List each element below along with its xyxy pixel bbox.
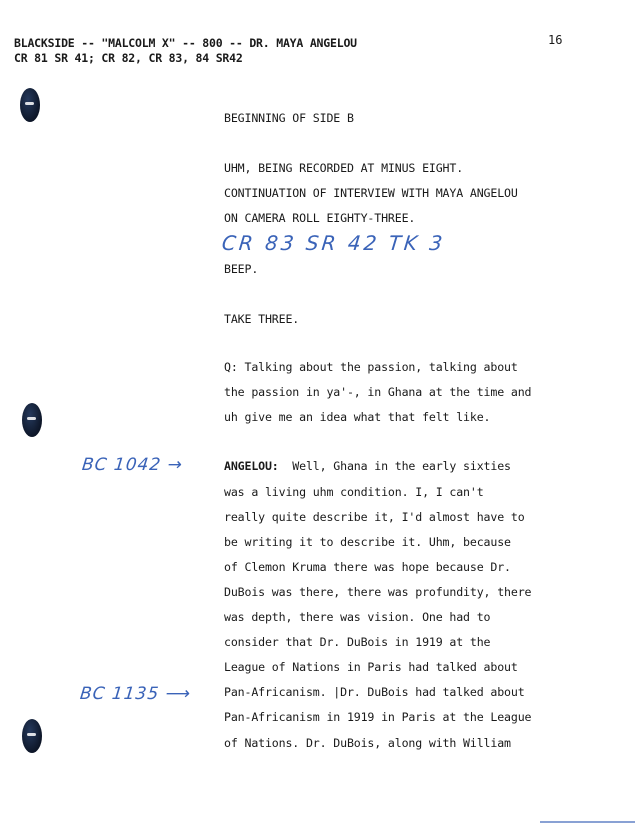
answer-line: League of Nations in Paris had talked about bbox=[224, 660, 518, 674]
question-line: the passion in ya'-, in Ghana at the time and bbox=[224, 385, 532, 399]
answer-line: Pan-Africanism. |Dr. DuBois had talked about bbox=[224, 685, 525, 699]
handwritten-roll-note: CR 83 SR 42 TK 3 bbox=[220, 231, 447, 255]
binder-hole-top bbox=[20, 88, 40, 122]
question-line: uh give me an idea what that felt like. bbox=[224, 410, 491, 424]
question-line: Q: Talking about the passion, talking about bbox=[224, 360, 518, 374]
answer-line: of Clemon Kruma there was hope because Dr. bbox=[224, 560, 511, 574]
beep-note: BEEP. bbox=[224, 262, 259, 276]
answer-line: really quite describe it, I'd almost have to bbox=[224, 510, 525, 524]
take-note: TAKE THREE. bbox=[224, 312, 300, 326]
binder-hole-bottom bbox=[22, 719, 42, 753]
page-number: 16 bbox=[548, 33, 563, 47]
answer-text: Well, Ghana in the early sixties bbox=[278, 459, 511, 473]
answer-first-line bbox=[224, 459, 511, 473]
header-rolls: CR 81 SR 41; CR 82, CR 83, 84 SR42 bbox=[14, 51, 243, 65]
answer-line: consider that Dr. DuBois in 1919 at the bbox=[224, 635, 491, 649]
handwritten-bc-note-1: BC 1042 → bbox=[80, 455, 184, 475]
handwritten-bc-note-2: BC 1135 ⟶ bbox=[78, 684, 193, 704]
answer-line: DuBois was there, there was profundity, there bbox=[224, 585, 532, 599]
answer-line: be writing it to describe it. Uhm, because bbox=[224, 535, 511, 549]
header-title: BLACKSIDE -- "MALCOLM X" -- 800 -- DR. MAYA ANGELOU bbox=[14, 36, 357, 50]
answer-line: of Nations. Dr. DuBois, along with William bbox=[224, 736, 511, 750]
answer-line: was depth, there was vision. One had to bbox=[224, 610, 491, 624]
camera-roll-note: ON CAMERA ROLL EIGHTY-THREE. bbox=[224, 211, 416, 225]
recording-note: UHM, BEING RECORDED AT MINUS EIGHT. bbox=[224, 161, 464, 175]
scan-edge-mark bbox=[540, 821, 635, 823]
continuation-note: CONTINUATION OF INTERVIEW WITH MAYA ANGELOU bbox=[224, 186, 518, 200]
binder-hole-middle bbox=[22, 403, 42, 437]
answer-line: was a living uhm condition. I, I can't bbox=[224, 485, 484, 499]
side-b-note: BEGINNING OF SIDE B bbox=[224, 111, 354, 125]
answer-line: Pan-Africanism in 1919 in Paris at the League bbox=[224, 710, 532, 724]
speaker-label: ANGELOU: bbox=[224, 459, 279, 473]
